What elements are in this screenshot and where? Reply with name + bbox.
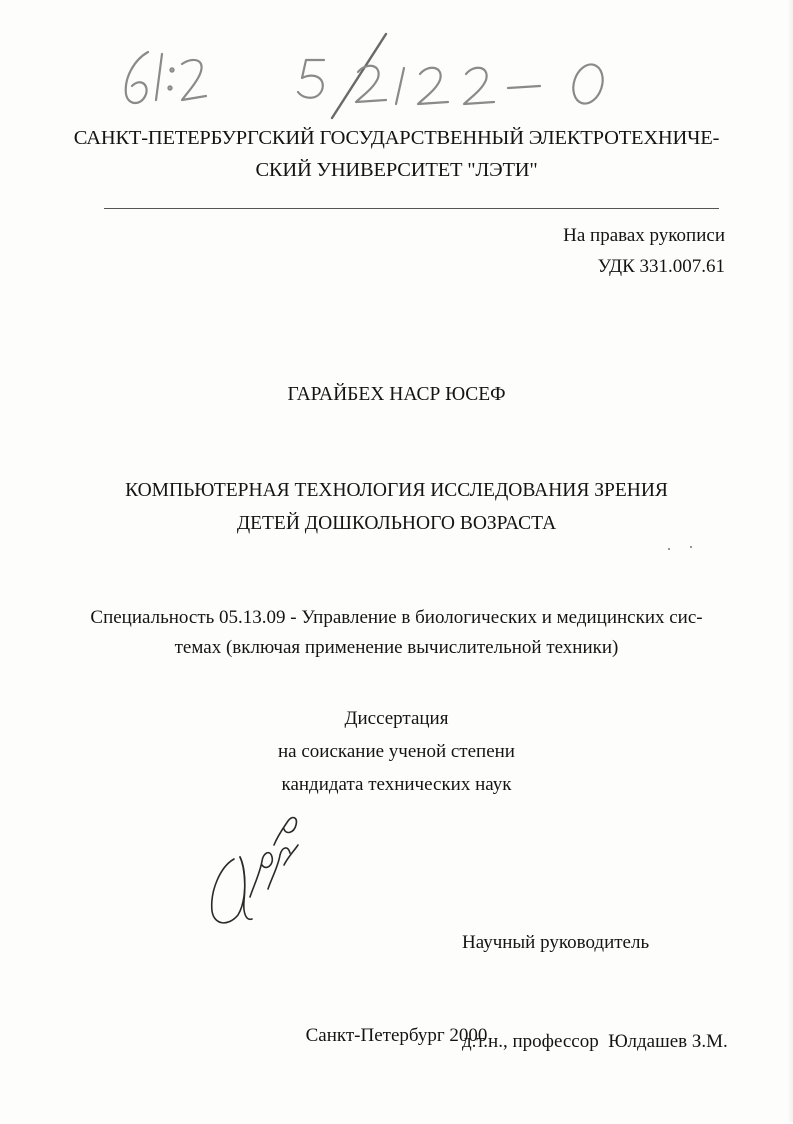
degree-line-3: кандидата технических наук — [281, 774, 512, 795]
degree-block — [0, 702, 793, 801]
handwritten-archive-number — [110, 30, 670, 120]
specialty-line-2: темах (включая применение вычислительной техники) — [174, 637, 619, 658]
university-name-line-1: САНКТ-ПЕТЕРБУРГСКИЙ ГОСУДАРСТВЕННЫЙ ЭЛЕКТРОТЕХНИЧЕ- — [73, 127, 720, 149]
university-name-line-2: СКИЙ УНИВЕРСИТЕТ "ЛЭТИ" — [255, 159, 538, 181]
dissertation-title-line-2: ДЕТЕЙ ДОШКОЛЬНОГО ВОЗРАСТА — [236, 513, 557, 534]
manuscript-rights-block — [563, 220, 725, 282]
supervisor-label: Научный руководитель — [462, 932, 650, 953]
manuscript-rights-text: На правах рукописи — [563, 225, 725, 246]
udc-code: УДК 331.007.61 — [597, 256, 725, 277]
degree-line-2: на соискание ученой степени — [278, 741, 515, 762]
specialty-block — [0, 603, 793, 663]
city-year: Санкт-Петербург 2000 — [305, 1025, 488, 1046]
scan-speck — [668, 548, 670, 550]
university-name — [0, 122, 793, 186]
supervisor-name: д.т.н., профессор Юлдашев З.М. — [462, 1031, 728, 1052]
author-signature — [200, 805, 310, 935]
specialty-line-1: Специальность 05.13.09 - Управление в биологических и медицинских сис- — [90, 607, 703, 628]
supervisor-block — [462, 860, 728, 1124]
degree-line-1: Диссертация — [344, 708, 449, 729]
dissertation-title-line-1: КОМПЬЮТЕРНАЯ ТЕХНОЛОГИЯ ИССЛЕДОВАНИЯ ЗРЕНИЯ — [125, 480, 668, 501]
scan-speck — [690, 546, 692, 548]
header-divider — [104, 208, 719, 209]
dissertation-title — [0, 474, 793, 540]
author-name: ГАРАЙБЕХ НАСР ЮСЕФ — [287, 384, 506, 405]
scan-edge-shadow — [787, 0, 793, 1122]
